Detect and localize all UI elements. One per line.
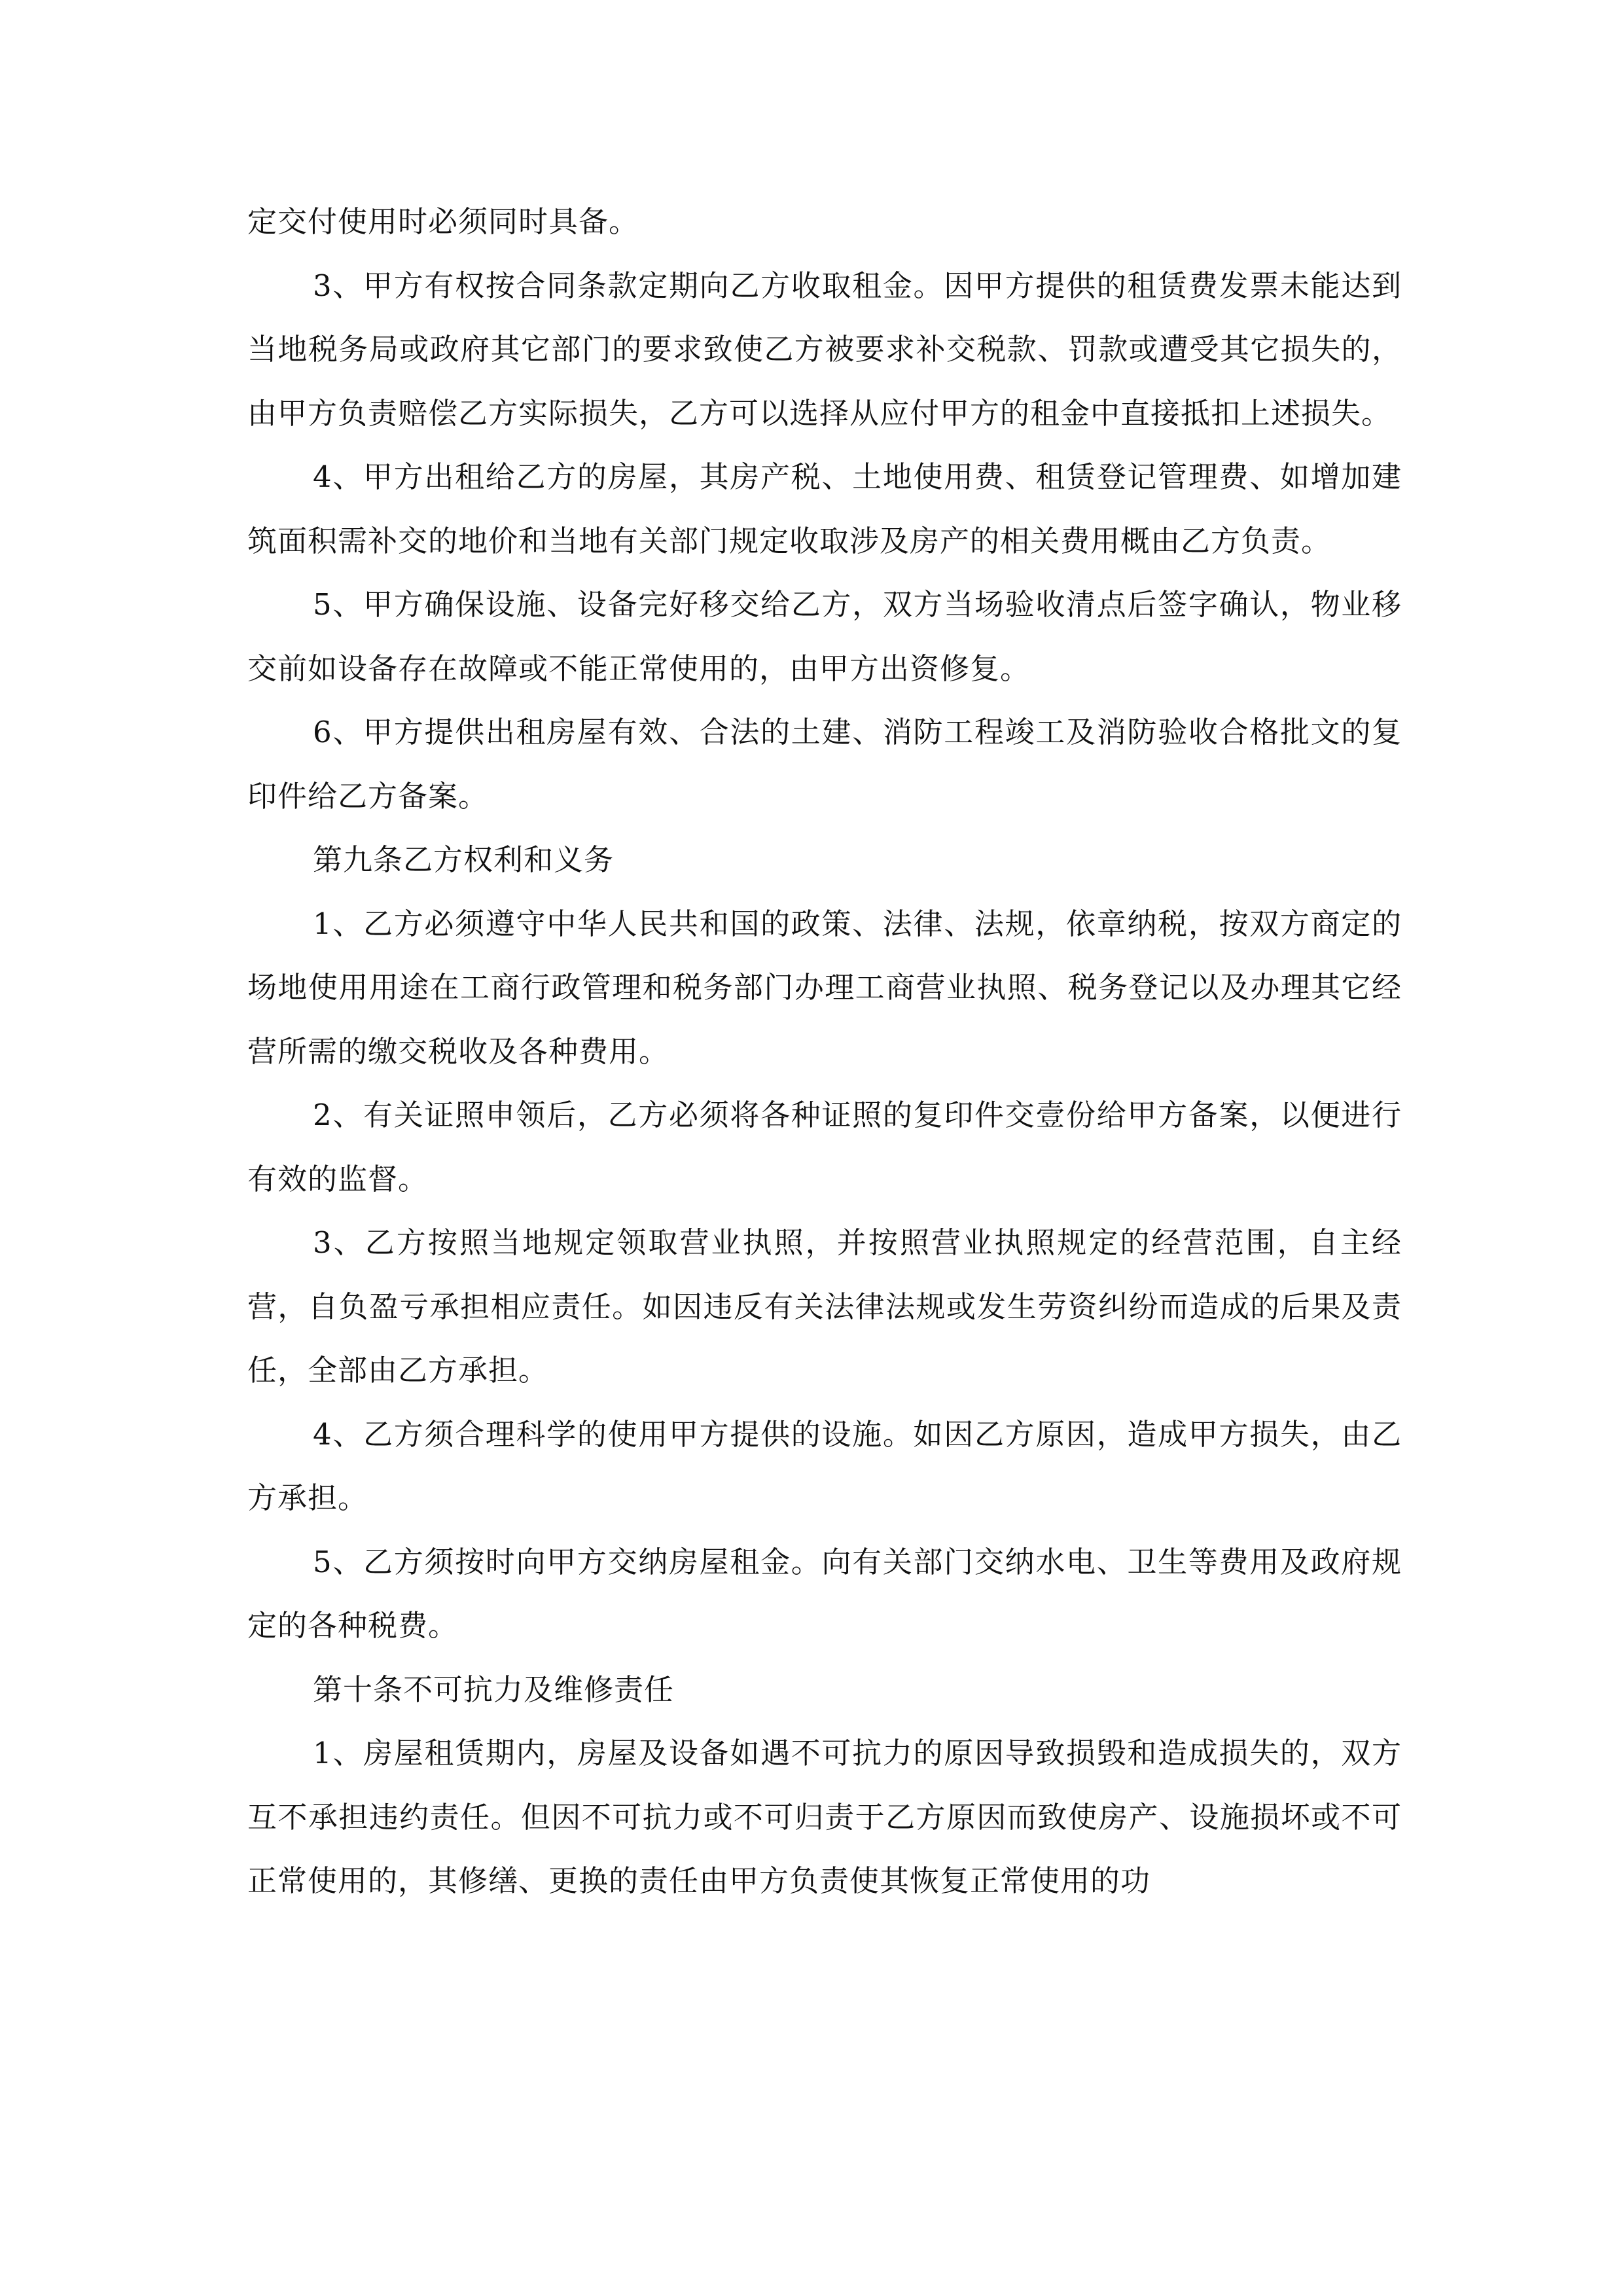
paragraph: 5、甲方确保设施、设备完好移交给乙方，双方当场验收清点后签字确认，物业移交前如设备存在故障或不能正常使用的，由甲方出资修复。 [247,587,1402,686]
paragraph: 4、乙方须合理科学的使用甲方提供的设施。如因乙方原因，造成甲方损失，由乙方承担。 [247,1416,1402,1515]
document-body [247,190,1402,1913]
paragraph: 第十条不可抗力及维修责任 [313,1672,675,1707]
paragraph: 1、乙方必须遵守中华人民共和国的政策、法律、法规，依章纳税，按双方商定的场地使用用途在工商行政管理和税务部门办理工商营业执照、税务登记以及办理其它经营所需的缴交税收及各种费用。 [247,906,1402,1069]
paragraph: 4、甲方出租给乙方的房屋，其房产税、土地使用费、租赁登记管理费、如增加建筑面积需补交的地价和当地有关部门规定收取涉及房产的相关费用概由乙方负责。 [247,459,1402,558]
paragraph: 第九条乙方权利和义务 [313,842,615,877]
paragraph: 3、乙方按照当地规定领取营业执照，并按照营业执照规定的经营范围，自主经营，自负盈亏承担相应责任。如因违反有关法律法规或发生劳资纠纷而造成的后果及责任，全部由乙方承担。 [247,1225,1402,1388]
paragraph: 2、有关证照申领后，乙方必须将各种证照的复印件交壹份给甲方备案，以便进行有效的监督。 [247,1098,1402,1196]
paragraph: 定交付使用时必须同时具备。 [247,204,639,239]
paragraph: 5、乙方须按时向甲方交纳房屋租金。向有关部门交纳水电、卫生等费用及政府规定的各种税费。 [247,1544,1402,1643]
paragraph: 3、甲方有权按合同条款定期向乙方收取租金。因甲方提供的租赁费发票未能达到当地税务局或政府其它部门的要求致使乙方被要求补交税款、罚款或遭受其它损失的，由甲方负责赔偿乙方实际损失，乙方可以选择从应付甲方的租金中直接抵扣上述损失。 [247,268,1402,431]
paragraph: 6、甲方提供出租房屋有效、合法的土建、消防工程竣工及消防验收合格批文的复印件给乙方备案。 [247,715,1402,814]
paragraph: 1、房屋租赁期内，房屋及设备如遇不可抗力的原因导致损毁和造成损失的，双方互不承担违约责任。但因不可抗力或不可归责于乙方原因而致使房产、设施损坏或不可正常使用的，其修缮、更换的责任由甲方负责使其恢复正常使用的功 [247,1736,1402,1898]
